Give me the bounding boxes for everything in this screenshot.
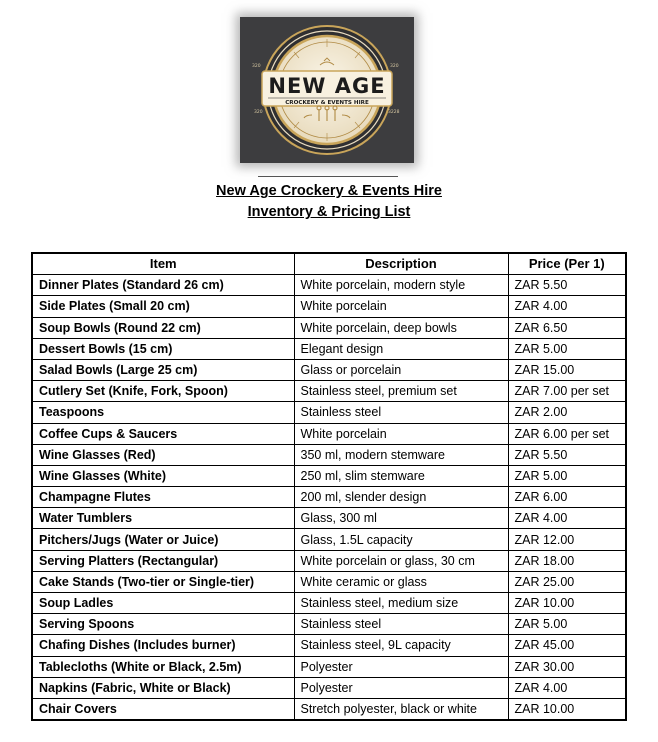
- description-cell: White ceramic or glass: [294, 571, 508, 592]
- table-row: [32, 465, 626, 486]
- price-cell: ZAR 45.00: [508, 635, 626, 656]
- logo-tagline: CROCKERY & EVENTS HIRE: [285, 100, 369, 106]
- description-cell: White porcelain: [294, 423, 508, 444]
- description-cell: Stretch polyester, black or white: [294, 698, 508, 720]
- item-cell: Coffee Cups & Saucers: [32, 423, 294, 444]
- logo-ring-mark: 320: [252, 64, 261, 69]
- price-cell: ZAR 10.00: [508, 593, 626, 614]
- company-logo: [240, 17, 414, 163]
- table-row: [32, 593, 626, 614]
- item-cell: Wine Glasses (White): [32, 465, 294, 486]
- column-header-description: Description: [294, 253, 508, 275]
- price-cell: ZAR 18.00: [508, 550, 626, 571]
- item-cell: Teaspoons: [32, 402, 294, 423]
- price-cell: ZAR 30.00: [508, 656, 626, 677]
- logo-ring-mark: 3228: [388, 110, 400, 115]
- price-cell: ZAR 5.50: [508, 444, 626, 465]
- item-cell: Cutlery Set (Knife, Fork, Spoon): [32, 381, 294, 402]
- price-cell: ZAR 2.00: [508, 402, 626, 423]
- description-cell: Polyester: [294, 656, 508, 677]
- description-cell: White porcelain: [294, 296, 508, 317]
- table-row: [32, 402, 626, 423]
- item-cell: Champagne Flutes: [32, 487, 294, 508]
- table-row: [32, 423, 626, 444]
- description-cell: White porcelain, modern style: [294, 275, 508, 296]
- table-row: [32, 550, 626, 571]
- price-cell: ZAR 5.00: [508, 338, 626, 359]
- item-cell: Soup Bowls (Round 22 cm): [32, 317, 294, 338]
- description-cell: 350 ml, modern stemware: [294, 444, 508, 465]
- item-cell: Dinner Plates (Standard 26 cm): [32, 275, 294, 296]
- price-cell: ZAR 5.50: [508, 275, 626, 296]
- description-cell: Glass, 1.5L capacity: [294, 529, 508, 550]
- description-cell: Stainless steel, premium set: [294, 381, 508, 402]
- item-cell: Napkins (Fabric, White or Black): [32, 677, 294, 698]
- price-cell: ZAR 6.50: [508, 317, 626, 338]
- table-header-row: [32, 253, 626, 275]
- item-cell: Salad Bowls (Large 25 cm): [32, 359, 294, 380]
- item-cell: Cake Stands (Two-tier or Single-tier): [32, 571, 294, 592]
- table-row: [32, 317, 626, 338]
- column-header-price: Price (Per 1): [508, 253, 626, 275]
- price-cell: ZAR 5.00: [508, 465, 626, 486]
- description-cell: Polyester: [294, 677, 508, 698]
- item-cell: Side Plates (Small 20 cm): [32, 296, 294, 317]
- item-cell: Tablecloths (White or Black, 2.5m): [32, 656, 294, 677]
- table-row: [32, 635, 626, 656]
- table-row: [32, 487, 626, 508]
- item-cell: Serving Platters (Rectangular): [32, 550, 294, 571]
- logo-brand-name: NEW AGE: [268, 74, 386, 98]
- table-row: [32, 296, 626, 317]
- logo-ring-mark: 320: [254, 110, 263, 115]
- logo-ring-mark: 320: [390, 64, 399, 69]
- price-cell: ZAR 25.00: [508, 571, 626, 592]
- table-row: [32, 275, 626, 296]
- item-cell: Pitchers/Jugs (Water or Juice): [32, 529, 294, 550]
- item-cell: Dessert Bowls (15 cm): [32, 338, 294, 359]
- item-cell: Chair Covers: [32, 698, 294, 720]
- price-cell: ZAR 15.00: [508, 359, 626, 380]
- price-cell: ZAR 6.00 per set: [508, 423, 626, 444]
- description-cell: Stainless steel: [294, 614, 508, 635]
- price-cell: ZAR 4.00: [508, 677, 626, 698]
- description-cell: Stainless steel: [294, 402, 508, 423]
- table-row: [32, 338, 626, 359]
- price-cell: ZAR 10.00: [508, 698, 626, 720]
- item-cell: Water Tumblers: [32, 508, 294, 529]
- table-row: [32, 698, 626, 720]
- item-cell: Chafing Dishes (Includes burner): [32, 635, 294, 656]
- item-cell: Wine Glasses (Red): [32, 444, 294, 465]
- item-cell: Soup Ladles: [32, 593, 294, 614]
- header-divider: [258, 176, 398, 177]
- table-row: [32, 529, 626, 550]
- inventory-pricing-table: [31, 252, 627, 721]
- price-cell: ZAR 12.00: [508, 529, 626, 550]
- table-row: [32, 571, 626, 592]
- item-cell: Serving Spoons: [32, 614, 294, 635]
- table-row: [32, 656, 626, 677]
- description-cell: Stainless steel, 9L capacity: [294, 635, 508, 656]
- description-cell: Glass or porcelain: [294, 359, 508, 380]
- description-cell: White porcelain or glass, 30 cm: [294, 550, 508, 571]
- price-cell: ZAR 4.00: [508, 508, 626, 529]
- description-cell: 250 ml, slim stemware: [294, 465, 508, 486]
- table-row: [32, 359, 626, 380]
- table-row: [32, 444, 626, 465]
- description-cell: White porcelain, deep bowls: [294, 317, 508, 338]
- description-cell: Elegant design: [294, 338, 508, 359]
- price-cell: ZAR 7.00 per set: [508, 381, 626, 402]
- price-cell: ZAR 5.00: [508, 614, 626, 635]
- price-cell: ZAR 4.00: [508, 296, 626, 317]
- table-row: [32, 508, 626, 529]
- column-header-item: Item: [32, 253, 294, 275]
- description-cell: Stainless steel, medium size: [294, 593, 508, 614]
- document-subtitle: Inventory & Pricing List: [247, 204, 411, 220]
- table-row: [32, 381, 626, 402]
- table-row: [32, 614, 626, 635]
- document-title: New Age Crockery & Events Hire: [216, 183, 442, 199]
- description-cell: Glass, 300 ml: [294, 508, 508, 529]
- price-cell: ZAR 6.00: [508, 487, 626, 508]
- table-row: [32, 677, 626, 698]
- description-cell: 200 ml, slender design: [294, 487, 508, 508]
